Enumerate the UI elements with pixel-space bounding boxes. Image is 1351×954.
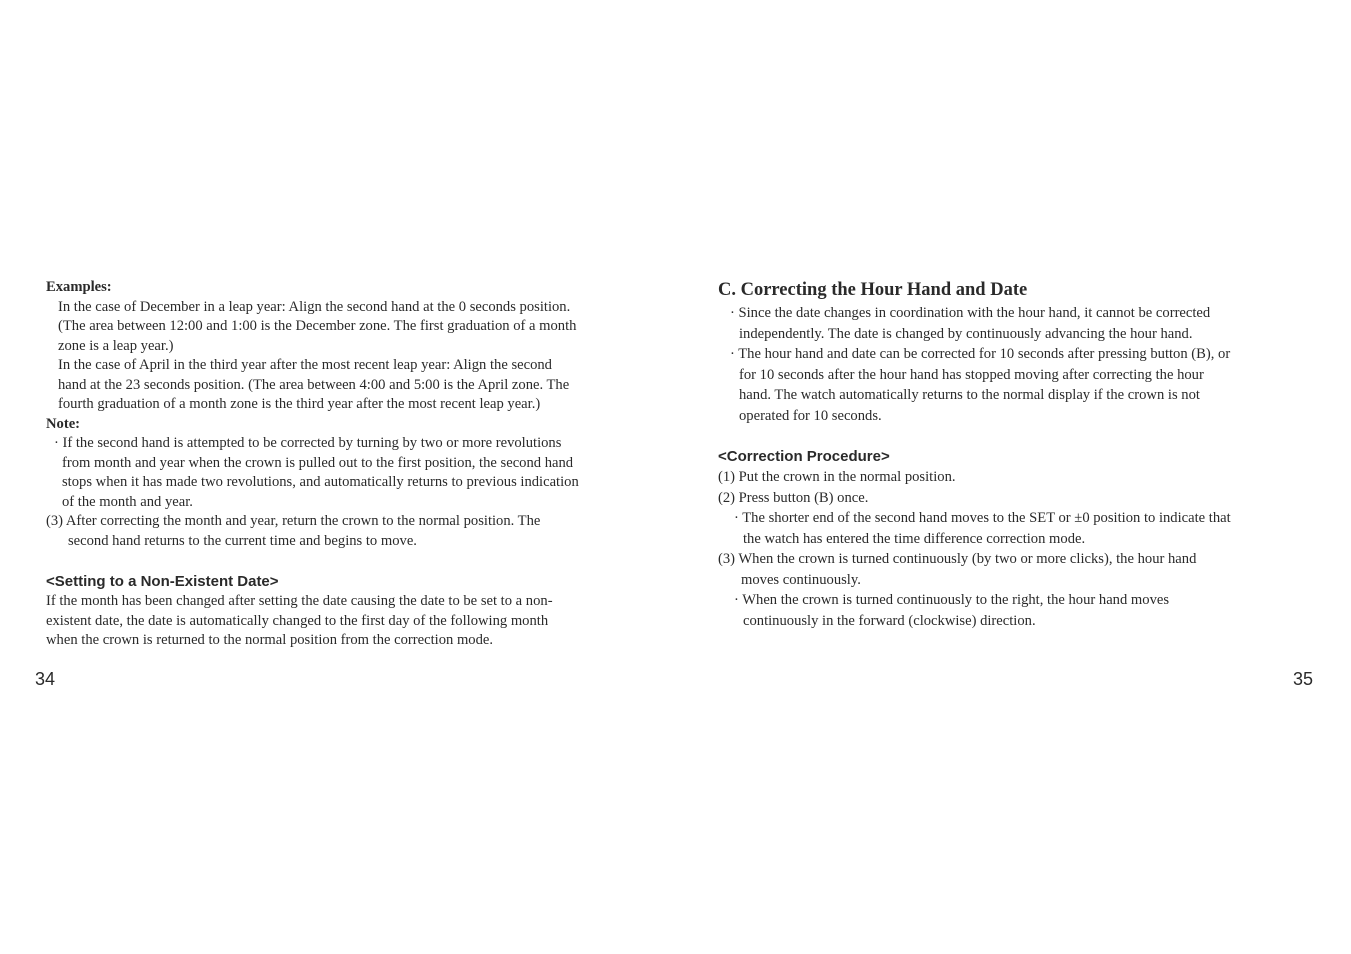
bullet-1-line: independently. The date is changed by continuously advancing the hour hand.: [739, 325, 1193, 342]
note-bullet-line: from month and year when the crown is pulled out to the first position, the second hand: [62, 454, 574, 471]
page-number-left: 34: [35, 669, 56, 689]
examples-line: zone is a leap year.): [58, 337, 174, 354]
section-title: C. Correcting the Hour Hand and Date: [718, 280, 1028, 300]
examples-line: hand at the 23 seconds position. (The area between 4:00 and 5:00 is the April zone. The: [58, 376, 570, 393]
note-bullet-line: of the month and year.: [62, 493, 193, 510]
note-heading: Note:: [46, 415, 81, 432]
note-bullet-line: stops when it has made two revolutions, and automatically returns to previous indication: [62, 474, 579, 490]
step-2-bullet: · The shorter end of the second hand moves to the SET or ±0 position to indicate that: [734, 510, 1231, 526]
step-2: (2) Press button (B) once.: [718, 489, 869, 506]
bullet-2-line: operated for 10 seconds.: [739, 407, 882, 424]
examples-line: In the case of April in the third year after the most recent leap year: Align the second: [58, 357, 552, 373]
step-3-line: second hand returns to the current time and begins to move.: [68, 532, 417, 549]
step-1: (1) Put the crown in the normal position.: [718, 469, 956, 485]
step-3-bullet-line: continuously in the forward (clockwise) direction.: [743, 612, 1036, 629]
right-page-text: [718, 278, 1231, 631]
examples-heading: Examples:: [46, 279, 112, 295]
note-bullet: · If the second hand is attempted to be corrected by turning by two or more revolutions: [54, 435, 562, 451]
page-number-right: 35: [1293, 669, 1314, 689]
nonexistent-date-line: existent date, the date is automatically changed to the first day of the following month: [46, 612, 549, 629]
step-3: (3) After correcting the month and year, return the crown to the normal position. The: [46, 513, 541, 529]
examples-line: fourth graduation of a month zone is the third year after the most recent leap year.): [58, 396, 541, 412]
left-page-text: [46, 278, 579, 651]
step-3-bullet: · When the crown is turned continuously to the right, the hour hand moves: [734, 592, 1170, 608]
bullet-1: · Since the date changes in coordination with the hour hand, it cannot be corrected: [730, 305, 1211, 321]
examples-line: (The area between 12:00 and 1:00 is the December zone. The first graduation of a month: [58, 318, 577, 334]
step-3: (3) When the crown is turned continuously (by two or more clicks), the hour hand: [718, 551, 1197, 567]
bullet-2-line: hand. The watch automatically returns to the normal display if the crown is not: [739, 387, 1200, 403]
bullet-2-line: for 10 seconds after the hour hand has stopped moving after correcting the hour: [739, 366, 1204, 383]
right-page: [676, 0, 1351, 954]
bullet-2: · The hour hand and date can be corrected for 10 seconds after pressing button (B), or: [730, 346, 1231, 362]
step-2-bullet-line: the watch has entered the time difference correction mode.: [743, 530, 1086, 547]
nonexistent-date-heading: <Setting to a Non-Existent Date>: [46, 573, 279, 590]
correction-procedure-heading: <Correction Procedure>: [718, 448, 890, 465]
examples-line: In the case of December in a leap year: Align the second hand at the 0 seconds position.: [58, 298, 571, 315]
nonexistent-date-line: when the crown is returned to the normal position from the correction mode.: [46, 632, 494, 648]
nonexistent-date-line: If the month has been changed after setting the date causing the date to be set to a non-: [46, 593, 553, 609]
step-3-line: moves continuously.: [741, 571, 861, 588]
